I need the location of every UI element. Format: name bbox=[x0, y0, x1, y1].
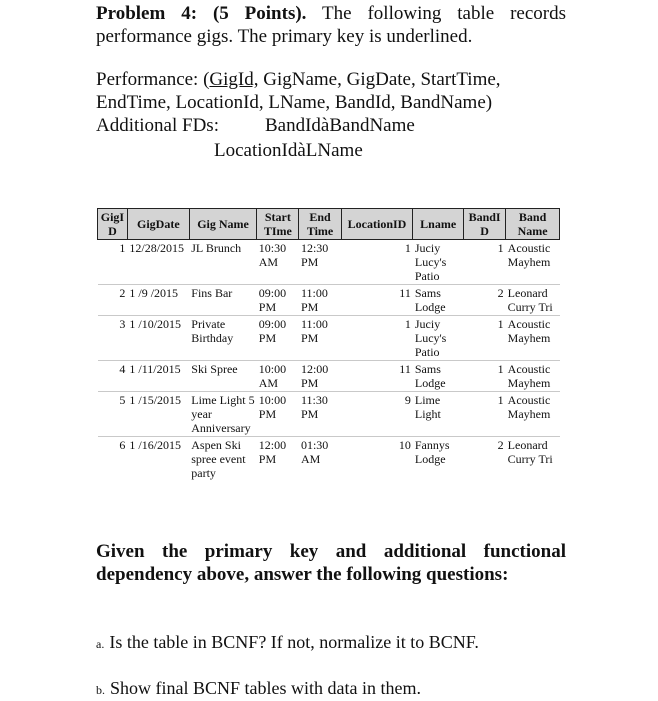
table-row: 6 1 /16/2015 Aspen Ski spree event party 12:00 PM 01:30 AM 10 Fannys Lodge 2 Leonard Curry Tri bbox=[98, 437, 560, 482]
question-a bbox=[96, 631, 479, 655]
table-row: 4 1 /11/2015 Ski Spree 10:00 AM 12:00 PM 11 Sams Lodge 1 Acoustic Mayhem bbox=[98, 361, 560, 392]
table-row: 5 1 /15/2015 Lime Light 5 year Anniversary 10:00 PM 11:30 PM 9 Lime Light 1 Acoustic Mayhem bbox=[98, 392, 560, 437]
fd-band: BandIdàBandName bbox=[264, 115, 415, 136]
fd-line-2 bbox=[214, 139, 363, 162]
question-b bbox=[96, 677, 421, 701]
instructions: Given the primary key and additional functional dependency above, answer the following questions: bbox=[96, 541, 566, 585]
problem-text: The following table records performance gigs. The primary key is underlined. bbox=[96, 3, 566, 47]
fd-location: LocationIdàLName bbox=[214, 140, 363, 161]
col-header: GigI D bbox=[98, 209, 128, 240]
table-header-row bbox=[98, 209, 560, 240]
problem-heading: Problem 4: (5 Points). bbox=[96, 3, 307, 24]
performance-table bbox=[97, 208, 560, 481]
question-letter: b. bbox=[96, 683, 105, 697]
col-header: BandI D bbox=[463, 209, 505, 240]
col-header: End Time bbox=[299, 209, 341, 240]
primary-key: GigId, bbox=[209, 69, 259, 90]
col-header: Band Name bbox=[506, 209, 560, 240]
col-header: LocationID bbox=[341, 209, 413, 240]
table-row: 2 1 /9 /2015 Fins Bar 09:00 PM 11:00 PM 11 Sams Lodge 2 Leonard Curry Tri bbox=[98, 285, 560, 316]
col-header: Start TIme bbox=[257, 209, 299, 240]
question-text: Is the table in BCNF? If not, normalize it to BCNF. bbox=[109, 632, 479, 652]
fd-line-1 bbox=[96, 114, 415, 137]
question-text: Show final BCNF tables with data in them. bbox=[110, 678, 421, 698]
relation-schema: Performance: (GigId, GigName, GigDate, StartTime, EndTime, LocationId, LName, BandId, BandName) bbox=[96, 69, 501, 113]
question-letter: a. bbox=[96, 637, 105, 651]
col-header: Lname bbox=[413, 209, 464, 240]
fd-label: Additional FDs: bbox=[96, 115, 219, 136]
col-header: Gig Name bbox=[189, 209, 257, 240]
table-row: 1 12/28/2015 JL Brunch 10:30 AM 12:30 PM 1 Juciy Lucy's Patio 1 Acoustic Mayhem bbox=[119, 241, 551, 283]
table-row: 3 1 /10/2015 Private Birthday 09:00 PM 11:00 PM 1 Juciy Lucy's Patio 1 Acoustic Mayhem bbox=[98, 316, 560, 361]
col-header: GigDate bbox=[127, 209, 189, 240]
problem-statement bbox=[96, 2, 566, 48]
